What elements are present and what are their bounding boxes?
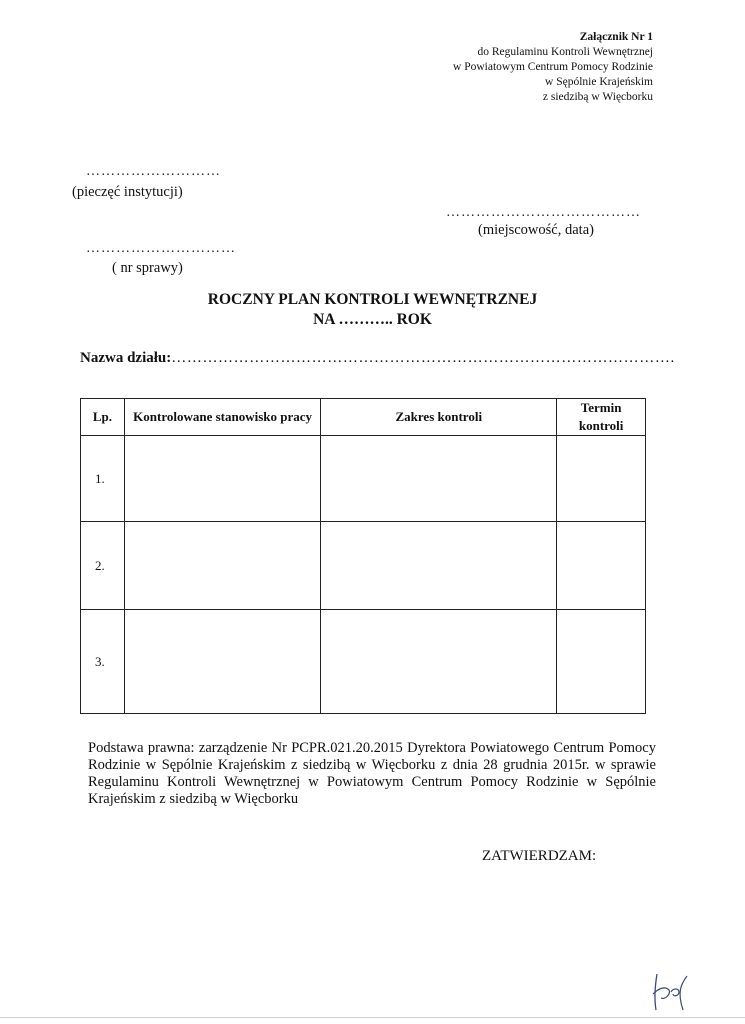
row-position-cell[interactable] — [124, 436, 320, 522]
row-scope-cell[interactable] — [321, 522, 557, 610]
header-position: Kontrolowane stanowisko pracy — [124, 399, 320, 436]
approve-label: ZATWIERDZAM: — [482, 848, 597, 864]
row-lp: 1. — [81, 436, 125, 522]
header-scope: Zakres kontroli — [321, 399, 557, 436]
department-dots: ……………………………………………………………………………………. — [171, 350, 675, 366]
annex-line: w Sępólnie Krajeńskim — [545, 76, 653, 88]
page-bottom-divider — [0, 1017, 745, 1018]
row-position-cell[interactable] — [124, 610, 320, 714]
title-year-line: NA ……….. ROK — [313, 311, 432, 328]
title-line: ROCZNY PLAN KONTROLI WEWNĘTRZNEJ — [207, 291, 538, 308]
stamp-label: (pieczęć instytucji) — [72, 184, 183, 200]
table-row — [81, 436, 646, 522]
annex-title: Załącznik Nr 1 — [579, 31, 653, 43]
table-header-row — [81, 399, 646, 436]
place-date-dots: ………………………………… — [446, 205, 641, 220]
row-scope-cell[interactable] — [321, 436, 557, 522]
department-field — [80, 350, 675, 367]
header-lp: Lp. — [81, 399, 125, 436]
stamp-dots: ……………………… — [86, 164, 221, 179]
row-term-cell[interactable] — [557, 436, 646, 522]
row-term-cell[interactable] — [557, 522, 646, 610]
legal-basis: Podstawa prawna: zarządzenie Nr PCPR.021.20.2015 Dyrektora Powiatowego Centrum Pomocy Rodzinie w Sępólnie Krajeńskim z siedzibą w Więcborku z dnia 28 grudnia 2015r. w sprawie Regulaminu Kontroli Wewnętrznej w Powiatowym Centrum Pomocy Rodzinie w Sępólnie Krajeńskim z siedzibą w Więcborku — [88, 740, 656, 807]
row-lp: 2. — [81, 522, 125, 610]
table-row — [81, 522, 646, 610]
row-scope-cell[interactable] — [321, 610, 557, 714]
handwritten-signature-icon — [649, 970, 693, 1016]
department-label: Nazwa działu: — [80, 350, 172, 366]
row-position-cell[interactable] — [124, 522, 320, 610]
header-term-line: kontroli — [578, 418, 624, 433]
case-number-dots: ………………………… — [86, 241, 236, 256]
annex-line: do Regulaminu Kontroli Wewnętrznej — [477, 46, 653, 58]
annex-line: w Powiatowym Centrum Pomocy Rodzinie — [453, 61, 653, 73]
row-lp: 3. — [81, 610, 125, 714]
document-title — [0, 290, 745, 330]
case-number-label: ( nr sprawy) — [112, 260, 183, 276]
place-date-label: (miejscowość, data) — [478, 222, 594, 238]
annex-line: z siedzibą w Więcborku — [542, 91, 653, 103]
plan-table — [80, 398, 646, 714]
annex-header — [453, 30, 653, 105]
header-term — [557, 399, 646, 436]
header-term-line: Termin — [580, 400, 622, 415]
table-row — [81, 610, 646, 714]
row-term-cell[interactable] — [557, 610, 646, 714]
